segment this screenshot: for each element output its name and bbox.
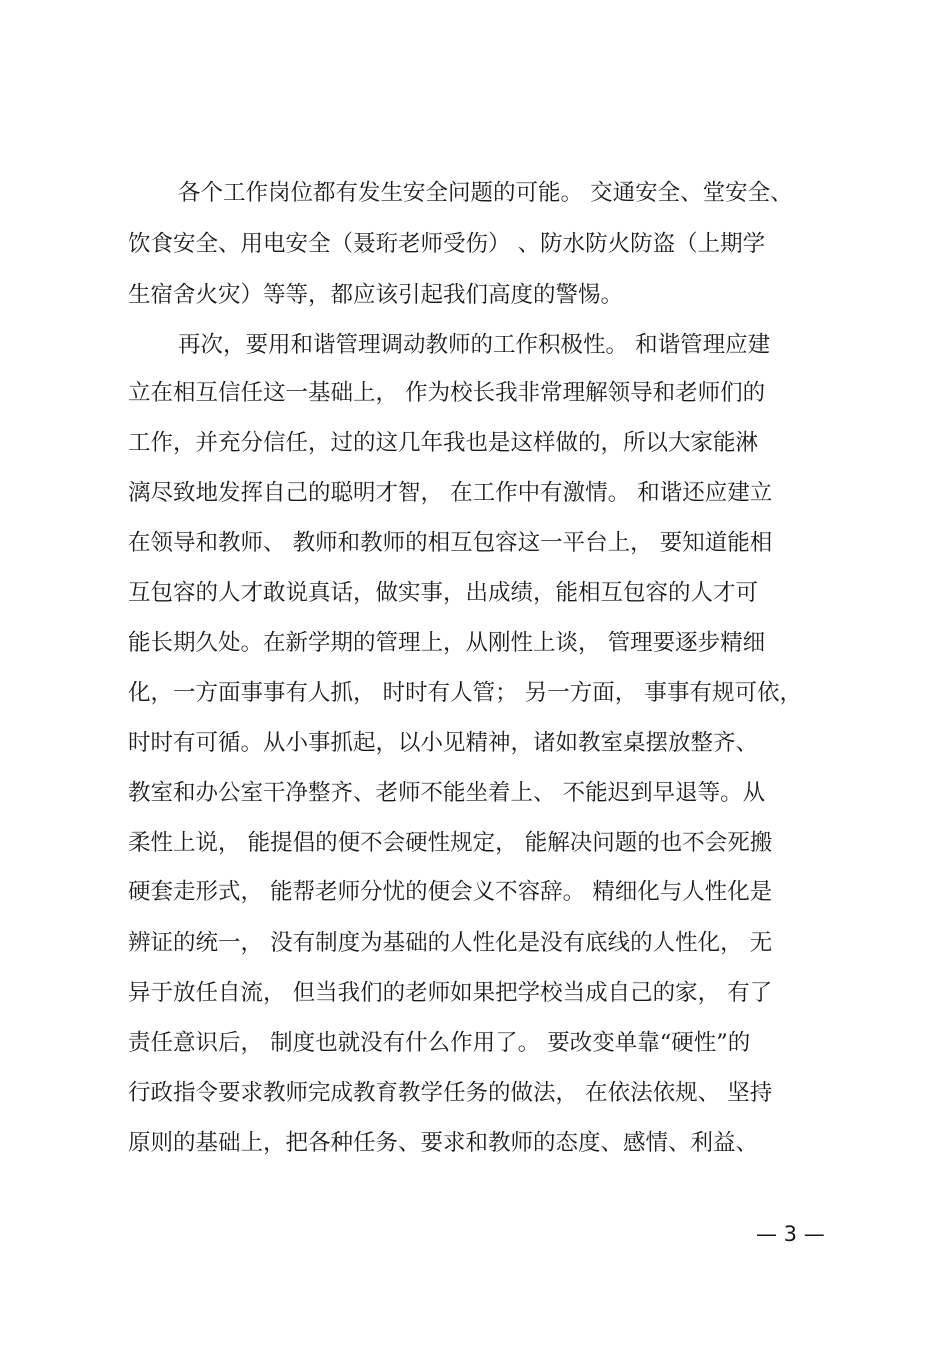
text-line: 生宿舍火灾）等等，都应该引起我们高度的警惕。	[128, 282, 624, 308]
text-line: 再次，要用和谐管理调动教师的工作积极性。 和谐管理应建	[178, 332, 771, 358]
text-line: 在领导和教师、 教师和教师的相互包容这一平台上， 要知道能相	[128, 530, 773, 556]
text-line: 互包容的人才敢说真话，做实事，出成绩，能相互包容的人才可	[128, 580, 759, 606]
text-line: 辨证的统一， 没有制度为基础的人性化是没有底线的人性化， 无	[128, 930, 773, 956]
text-line: 能长期久处。在新学期的管理上，从刚性上谈， 管理要逐步精细	[128, 630, 766, 656]
text-line: 立在相互信任这一基础上， 作为校长我非常理解领导和老师们的	[128, 380, 766, 406]
text-line: 饮食安全、用电安全（聂珩老师受伤） 、防水防火防盗（上期学	[128, 231, 766, 257]
text-line: 柔性上说， 能提倡的便不会硬性规定， 能解决问题的也不会死搬	[128, 830, 773, 856]
text-line: 漓尽致地发挥自己的聪明才智， 在工作中有激情。 和谐还应建立	[128, 480, 773, 506]
text-line: 异于放任自流， 但当我们的老师如果把学校当成自己的家， 有了	[128, 980, 773, 1006]
text-line: 教室和办公室干净整齐、老师不能坐着上、 不能迟到早退等。从	[128, 780, 766, 806]
page-number: — 3 —	[756, 1222, 825, 1246]
text-line: 工作，并充分信任，过的这几年我也是这样做的，所以大家能淋	[128, 430, 759, 456]
text-line: 行政指令要求教师完成教育教学任务的做法， 在依法依规、 坚持	[128, 1080, 773, 1106]
text-line: 原则的基础上，把各种任务、要求和教师的态度、感情、利益、	[128, 1130, 759, 1156]
text-line: 硬套走形式， 能帮老师分忧的便会义不容辞。 精细化与人性化是	[128, 879, 773, 905]
text-line: 化，一方面事事有人抓， 时时有人管； 另一方面， 事事有规可依，	[128, 680, 802, 706]
text-line: 责任意识后， 制度也就没有什么作用了。 要改变单靠“硬性”的	[128, 1030, 751, 1056]
text-line: 各个工作岗位都有发生安全问题的可能。 交通安全、堂安全、	[178, 180, 793, 206]
text-line: 时时有可循。从小事抓起，以小见精神，诸如教室桌摆放整齐、	[128, 730, 759, 756]
